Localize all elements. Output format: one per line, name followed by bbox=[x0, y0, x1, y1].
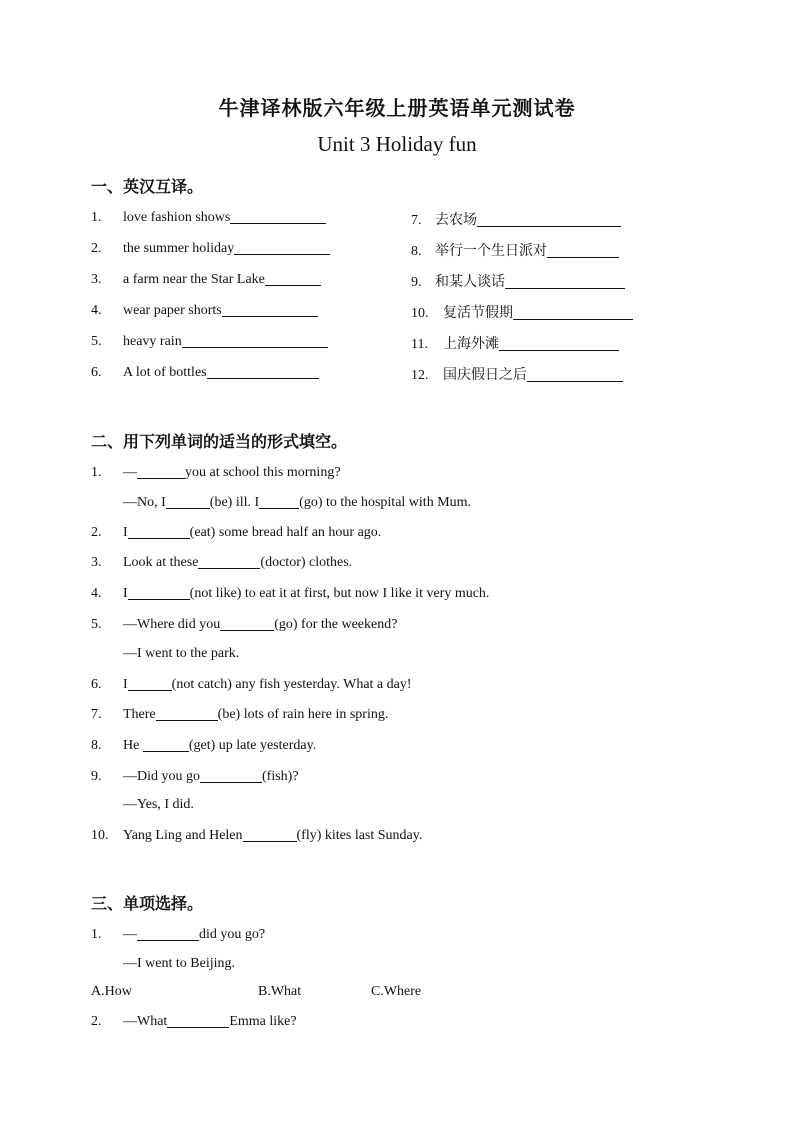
s1-item-1: 1. love fashion shows bbox=[91, 209, 326, 226]
answer-blank[interactable] bbox=[167, 1013, 229, 1028]
s2-q5: 5. —Where did you (go) for the weekend? bbox=[91, 617, 398, 632]
s2-q6: 6. I (not catch) any fish yesterday. What a day! bbox=[91, 677, 412, 692]
s3-q1-answer-line: —I went to Beijing. bbox=[123, 956, 235, 971]
s1-item-10: 10. 复活节假期 bbox=[411, 302, 633, 322]
s3-q1-option-b[interactable]: B.What bbox=[258, 984, 302, 999]
s1-item-2: 2. the summer holiday bbox=[91, 240, 330, 257]
section3-heading: 三、单项选择。 bbox=[91, 894, 204, 913]
answer-blank[interactable] bbox=[243, 827, 297, 842]
s2-q1-answer-line: —No, I (be) ill. I (go) to the hospital with Mum. bbox=[123, 495, 472, 510]
answer-blank[interactable] bbox=[499, 336, 619, 351]
worksheet-title-en: Unit 3 Holiday fun bbox=[317, 132, 477, 156]
s2-q3: 3. Look at these (doctor) clothes. bbox=[91, 555, 353, 570]
s2-q9: 9. —Did you go (fish)? bbox=[91, 769, 299, 784]
answer-blank[interactable] bbox=[198, 554, 260, 569]
section2-heading: 二、用下列单词的适当的形式填空。 bbox=[91, 432, 348, 451]
s1-item-5: 5. heavy rain bbox=[91, 333, 328, 350]
s1-item-12: 12. 国庆假日之后 bbox=[411, 364, 623, 384]
answer-blank[interactable] bbox=[513, 305, 633, 320]
s2-q1: 1. — you at school this morning? bbox=[91, 465, 341, 480]
s2-q8: 8. He (get) up late yesterday. bbox=[91, 738, 317, 753]
s1-item-8: 8. 举行一个生日派对 bbox=[411, 240, 619, 260]
answer-blank[interactable] bbox=[156, 706, 218, 721]
s3-q1-option-a[interactable]: A.How bbox=[91, 984, 132, 999]
answer-blank[interactable] bbox=[230, 209, 326, 224]
answer-blank[interactable] bbox=[220, 616, 274, 631]
worksheet-title-cn: 牛津译林版六年级上册英语单元测试卷 bbox=[218, 96, 576, 120]
answer-blank[interactable] bbox=[505, 274, 625, 289]
s1-item-3: 3. a farm near the Star Lake bbox=[91, 271, 321, 288]
s1-item-4: 4. wear paper shorts bbox=[91, 302, 318, 319]
s1-item-9: 9. 和某人谈话 bbox=[411, 271, 625, 291]
s2-q7: 7. There (be) lots of rain here in spring. bbox=[91, 707, 389, 722]
s1-item-11: 11. 上海外滩 bbox=[411, 333, 619, 353]
section1-heading: 一、英汉互译。 bbox=[91, 177, 204, 196]
s2-q4: 4. I (not like) to eat it at first, but now I like it very much. bbox=[91, 586, 490, 601]
s2-q5-answer-line: —I went to the park. bbox=[123, 646, 240, 661]
answer-blank[interactable] bbox=[128, 524, 190, 539]
answer-blank[interactable] bbox=[259, 494, 299, 509]
answer-blank[interactable] bbox=[527, 367, 623, 382]
s2-q2: 2. I (eat) some bread half an hour ago. bbox=[91, 525, 382, 540]
answer-blank[interactable] bbox=[234, 240, 330, 255]
s3-q1-option-c[interactable]: C.Where bbox=[371, 984, 422, 999]
answer-blank[interactable] bbox=[137, 464, 185, 479]
answer-blank[interactable] bbox=[137, 926, 199, 941]
s2-q9-answer-line: —Yes, I did. bbox=[123, 797, 194, 812]
s1-item-7: 7. 去农场 bbox=[411, 209, 621, 229]
answer-blank[interactable] bbox=[207, 364, 319, 379]
answer-blank[interactable] bbox=[166, 494, 210, 509]
s3-q1: 1. — did you go? bbox=[91, 927, 266, 942]
s2-q10: 10. Yang Ling and Helen (fly) kites last Sunday. bbox=[91, 828, 423, 843]
answer-blank[interactable] bbox=[222, 302, 318, 317]
answer-blank[interactable] bbox=[265, 271, 321, 286]
s1-item-6: 6. A lot of bottles bbox=[91, 364, 319, 381]
answer-blank[interactable] bbox=[128, 676, 172, 691]
answer-blank[interactable] bbox=[477, 212, 621, 227]
answer-blank[interactable] bbox=[182, 333, 328, 348]
answer-blank[interactable] bbox=[128, 585, 190, 600]
answer-blank[interactable] bbox=[200, 768, 262, 783]
s3-q2: 2. —What Emma like? bbox=[91, 1014, 297, 1029]
answer-blank[interactable] bbox=[547, 243, 619, 258]
answer-blank[interactable] bbox=[143, 737, 189, 752]
